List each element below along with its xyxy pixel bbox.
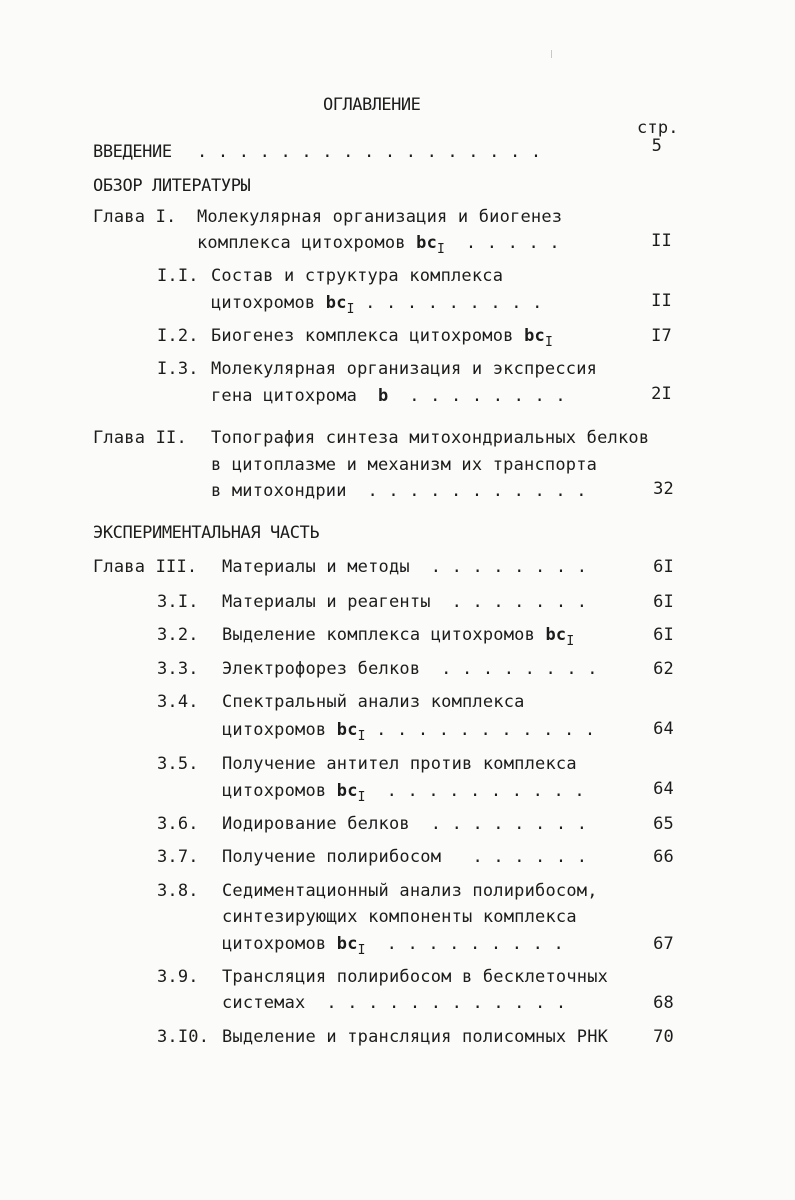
s3-3-number: 3.3. — [157, 659, 199, 679]
s1-3-title-line1: Молекулярная организация и экспрессия — [211, 359, 598, 379]
s3-4-title-line1: Спектральный анализ комплекса — [222, 692, 525, 712]
s1-1-title-line1: Состав и структура комплекса — [211, 266, 504, 286]
s1-1-title-line2: цитохромов $bc_I$ . . . . . . . . . — [211, 293, 543, 317]
s3-2-title: Выделение комплекса цитохромов $bc_I$ — [222, 625, 575, 649]
s3-6-number: 3.6. — [157, 814, 199, 834]
ch2-title-line3: в митохондрии . . . . . . . . . . . — [211, 481, 587, 501]
s3-4-page: 64 — [653, 719, 674, 739]
page-column-label: стр. — [637, 118, 679, 138]
s3-9-title-line2: системах . . . . . . . . . . . . — [222, 993, 567, 1013]
s3-8-title-line1: Седиментационный анализ полирибосом, — [222, 881, 598, 901]
section-review: ОБЗОР ЛИТЕРАТУРЫ — [93, 176, 251, 196]
s3-5-page: 64 — [653, 779, 674, 799]
s3-9-title-line1: Трансляция полирибосом в бесклеточных — [222, 967, 609, 987]
s3-9-page: 68 — [653, 993, 674, 1013]
s1-2-title: Биогенез комплекса цитохромов $bc_I$ — [211, 326, 553, 350]
s3-1-title: Материалы и реагенты . . . . . . . — [222, 592, 588, 612]
s3-10-title: Выделение и трансляция полисомных РНК — [222, 1027, 609, 1047]
s3-2-number: 3.2. — [157, 625, 199, 645]
s3-3-title: Электрофорез белков . . . . . . . . — [222, 659, 598, 679]
s1-3-title-line2: гена цитохрома b . . . . . . . . — [211, 386, 566, 406]
s3-4-title-line2: цитохромов $bc_I$ . . . . . . . . . . . — [222, 720, 596, 744]
s3-7-page: 66 — [653, 847, 674, 867]
ch2-page: 32 — [653, 479, 674, 499]
s1-1-number: I.I. — [157, 266, 199, 286]
s1-1-page: II — [651, 291, 672, 311]
s3-1-page: 6I — [653, 592, 674, 612]
ch1-page: II — [651, 231, 672, 251]
s3-8-title-line2: синтезирующих компоненты комплекса — [222, 907, 577, 927]
s3-3-page: 62 — [653, 659, 674, 679]
s1-3-page: 2I — [651, 384, 672, 404]
s1-2-page: I7 — [651, 326, 672, 346]
section-experimental: ЭКСПЕРИМЕНТАЛЬНАЯ ЧАСТЬ — [93, 523, 320, 543]
s3-5-title-line1: Получение антител против комплекса — [222, 754, 577, 774]
s3-8-number: 3.8. — [157, 881, 199, 901]
scan-mark — [551, 50, 552, 58]
s3-5-title-line2: цитохромов $bc_I$ . . . . . . . . . . — [222, 781, 585, 805]
ch3-page: 6I — [653, 557, 674, 577]
ch1-title-line2: комплекса цитохромов $bc_I$ . . . . . — [197, 233, 560, 257]
s3-6-page: 65 — [653, 814, 674, 834]
toc-intro-label: ВВЕДЕНИЕ — [93, 142, 172, 162]
s3-2-page: 6I — [653, 625, 674, 645]
ch3-number: Глава III. — [93, 557, 198, 577]
s3-6-title: Иодирование белков . . . . . . . . — [222, 814, 588, 834]
ch2-title-line1: Топография синтеза митохондриальных белков — [211, 428, 650, 448]
ch3-title: Материалы и методы . . . . . . . . — [222, 557, 588, 577]
s3-5-number: 3.5. — [157, 754, 199, 774]
s3-8-title-line3: цитохромов $bc_I$ . . . . . . . . . — [222, 934, 564, 958]
toc-intro-page: 5 — [651, 136, 662, 156]
s3-1-number: 3.I. — [157, 592, 199, 612]
ch1-number: Глава I. — [93, 207, 177, 227]
ch1-title-line1: Молекулярная организация и биогенез — [197, 207, 563, 227]
s1-2-number: I.2. — [157, 326, 199, 346]
s3-7-title: Получение полирибосом . . . . . . — [222, 847, 588, 867]
ch2-number: Глава II. — [93, 428, 187, 448]
s3-10-number: 3.I0. — [157, 1027, 210, 1047]
s3-7-number: 3.7. — [157, 847, 199, 867]
s3-4-number: 3.4. — [157, 692, 199, 712]
s3-10-page: 70 — [653, 1027, 674, 1047]
s3-9-number: 3.9. — [157, 967, 199, 987]
ch2-title-line2: в цитоплазме и механизм их транспорта — [211, 455, 598, 475]
page-title: ОГЛАВЛЕНИЕ — [323, 95, 421, 115]
s3-8-page: 67 — [653, 934, 674, 954]
s1-3-number: I.3. — [157, 359, 199, 379]
toc-intro-dots: . . . . . . . . . . . . . . . . . — [197, 142, 542, 162]
